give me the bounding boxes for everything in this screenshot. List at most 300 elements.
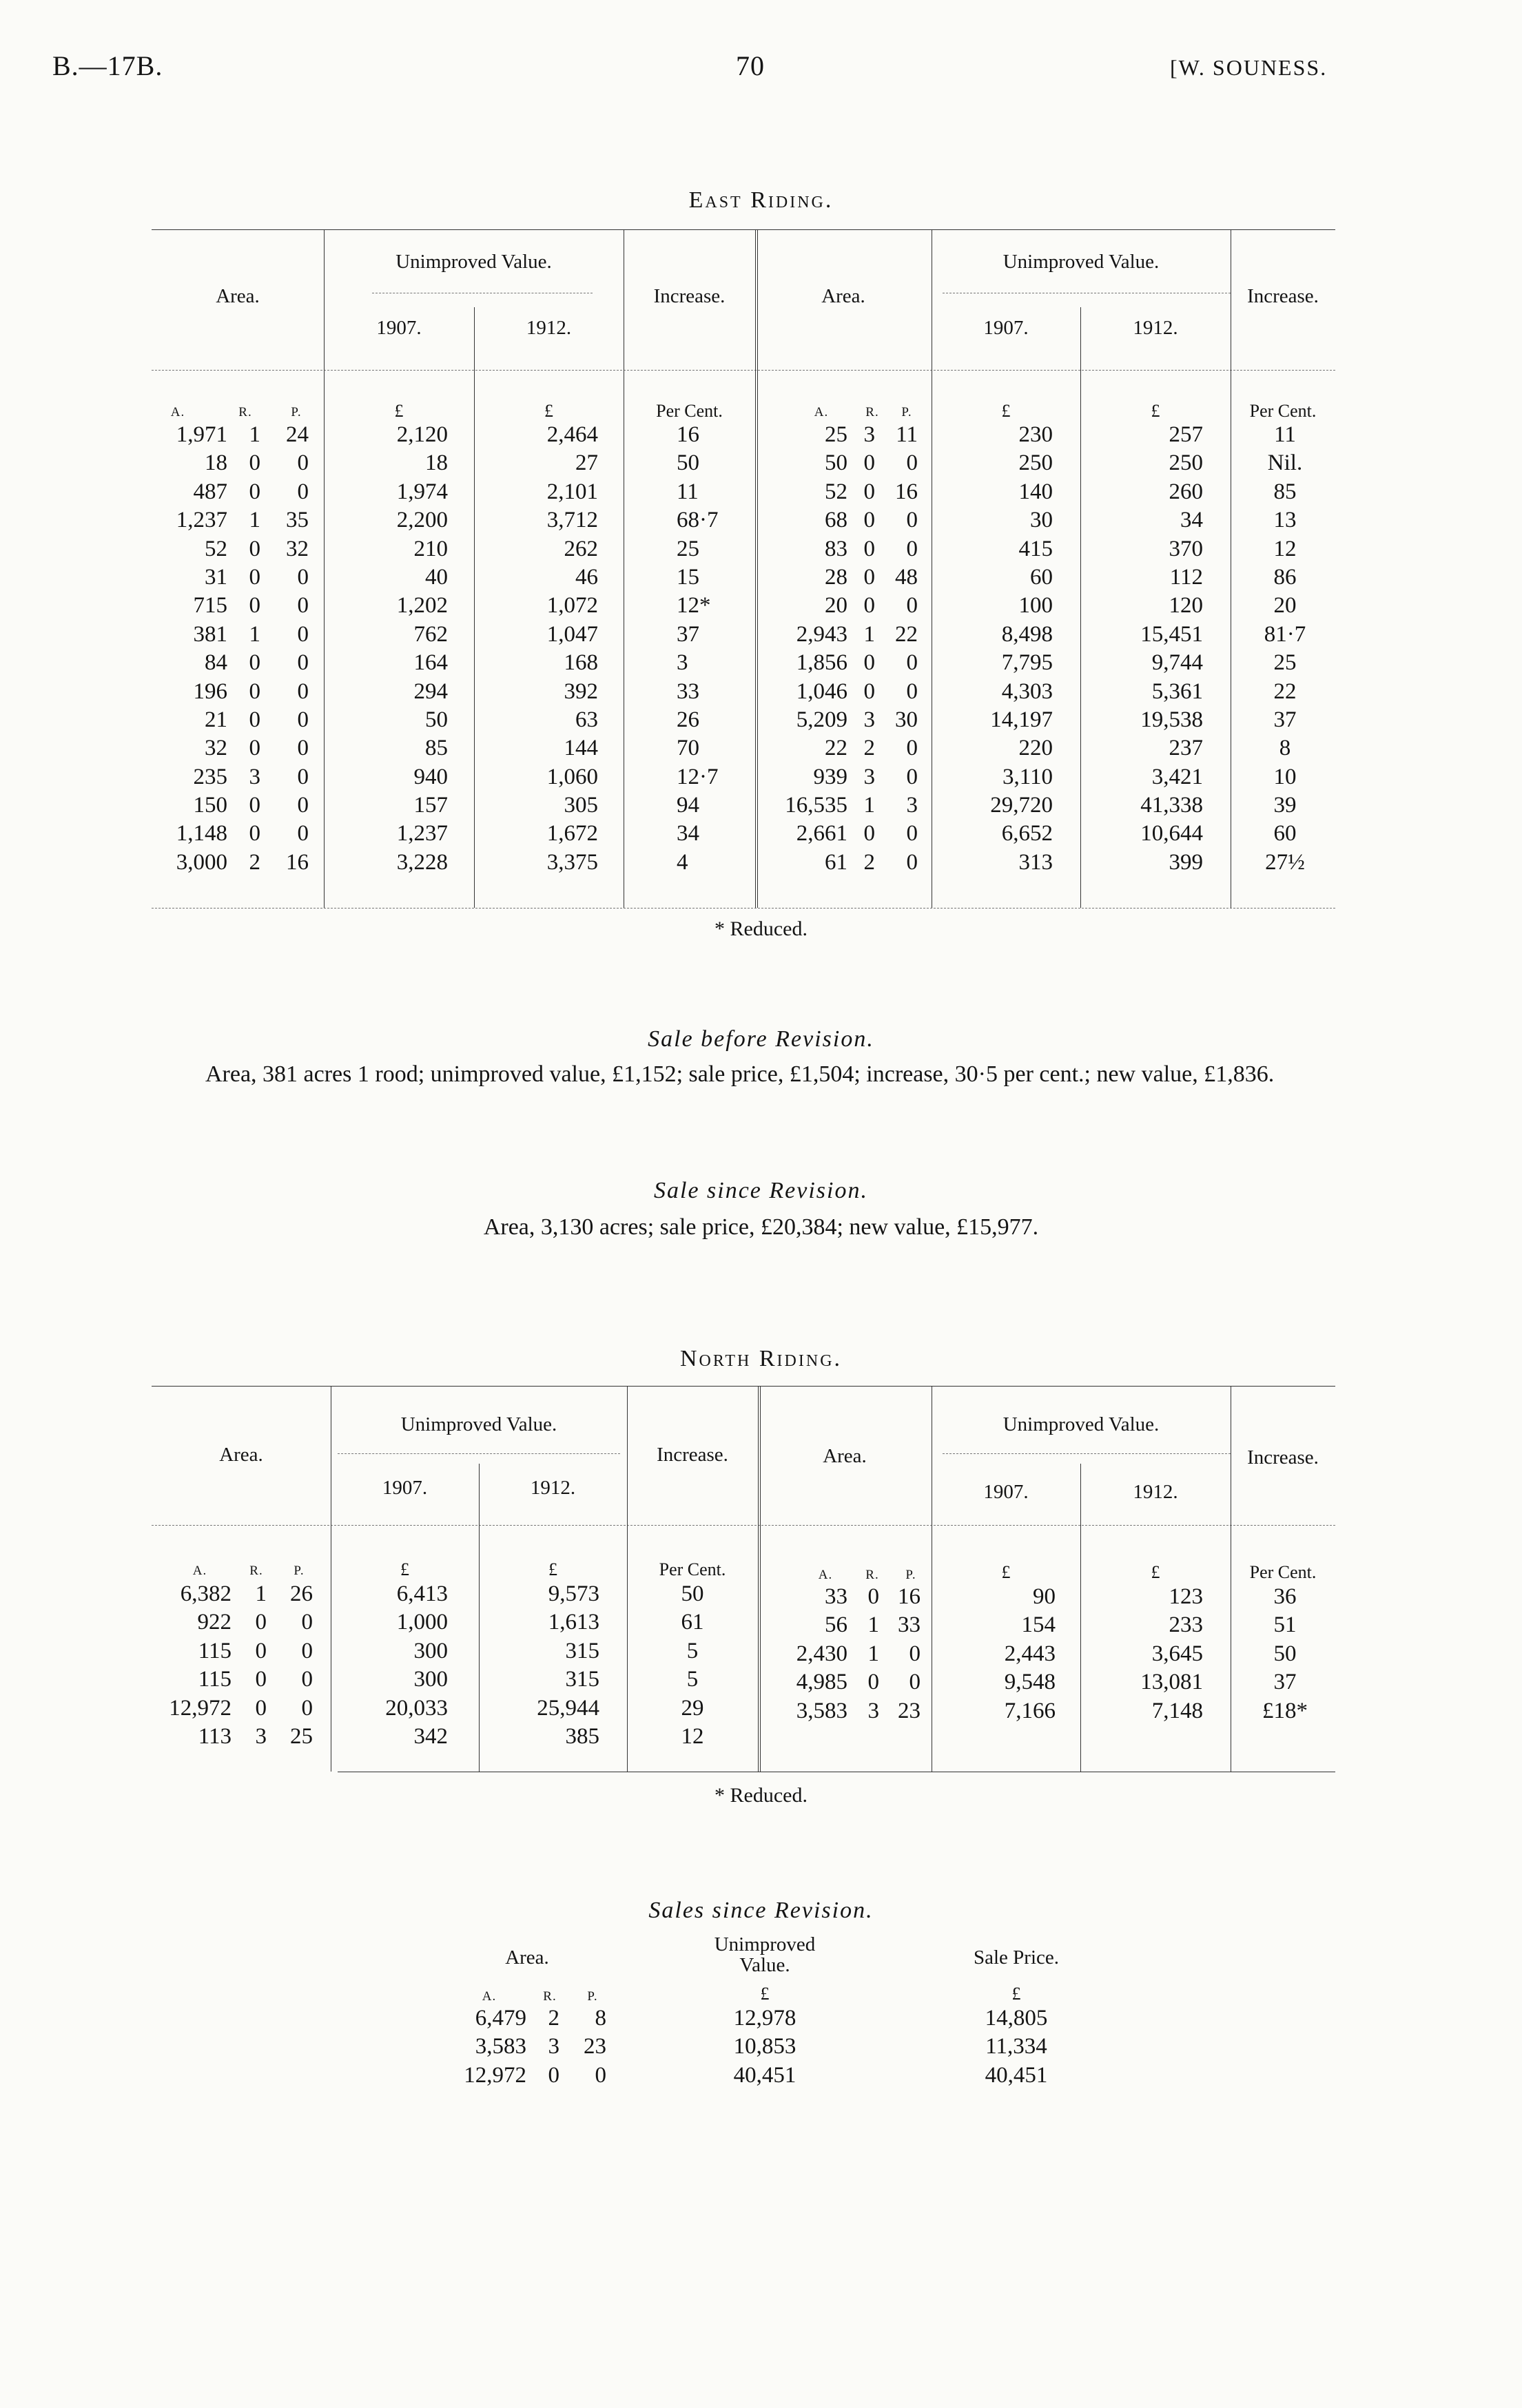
value-1912-cell: 1,672 [546,821,598,847]
value-1907-cell: 90 [1033,1584,1056,1609]
acres-cell: 18 [205,450,227,476]
perches-cell: 0 [906,650,918,676]
pound-unit: £ [1011,1984,1021,2004]
sales-acres-column [420,2004,526,2090]
increase-cell: 5 [686,1638,699,1663]
roods-cell: 3 [249,764,260,789]
value-1912-cell: 315 [565,1667,599,1692]
year-1907-header: 1907. [382,1477,428,1499]
pound-unit: £ [400,1559,409,1579]
perches-cell: 0 [297,678,309,704]
acres-cell: 2,661 [796,821,847,847]
increase-cell: 50 [1273,1641,1297,1666]
value-1912-cell: 385 [565,1723,599,1749]
roods-cell: 3 [863,707,875,732]
roods-cell: 0 [249,793,260,818]
perches-cell: 0 [906,508,918,533]
roods-cell: 1 [867,1612,879,1638]
north-left-1912-column [489,1580,599,1751]
acres-cell: 83 [825,536,847,561]
value-1907-cell: 220 [1018,736,1053,761]
unimproved-value-header: Unimproved Value. [395,251,552,273]
increase-cell: 11 [1274,422,1296,447]
value-1912-cell: 46 [575,564,598,590]
roods-cell: 0 [863,479,875,504]
east-footnote: * Reduced. [714,917,808,940]
increase-cell: 60 [1273,821,1297,847]
north-right-increase-column [1233,1583,1337,1725]
value-1907-cell: 940 [413,764,448,789]
value-1907-cell: 7,166 [1004,1698,1056,1723]
value-1912-cell: 41,338 [1140,793,1203,818]
unimproved-value-cell: 10,853 [733,2034,796,2059]
perches-cell: 22 [895,621,918,647]
acres-cell: 715 [193,593,227,619]
acres-cell: 939 [813,764,847,789]
east-right-perches-column [882,421,918,877]
perches-cell: 0 [297,821,309,847]
north-left-1907-column [344,1580,448,1751]
perches-cell: 0 [297,650,309,676]
unimproved-value-cell: 40,451 [733,2062,796,2088]
increase-cell: 12 [681,1723,704,1749]
year-1912-header: 1912. [1133,317,1178,339]
roods-cell: 0 [867,1584,879,1609]
author-name: [W. SOUNESS. [1170,55,1328,80]
acres-cell: 2,430 [796,1641,847,1666]
value-1907-cell: 20,033 [385,1695,448,1721]
increase-cell: 25 [677,536,699,561]
unimproved-value-header: Unimproved Value. [1002,251,1160,273]
value-1907-cell: 18 [425,450,448,476]
perches-cell: 0 [906,593,918,619]
east-riding-title: East Riding. [688,187,834,213]
unimproved-value-header: Unimproved Value. [400,1413,557,1435]
acres-cell: 150 [193,793,227,818]
increase-cell: 36 [1273,1584,1297,1609]
perches-cell: 0 [909,1641,921,1666]
roods-cell: 0 [249,821,260,847]
roods-cell: 1 [863,621,875,647]
year-1912-header: 1912. [530,1477,576,1499]
pound-unit: £ [544,401,553,421]
increase-cell: 25 [1273,650,1297,676]
area-header: Area. [219,1444,263,1466]
value-1907-cell: 30 [1030,508,1053,533]
perches-cell: 0 [301,1667,313,1692]
acres-cell: 32 [205,736,227,761]
increase-cell: 68·7 [677,508,719,533]
value-1907-cell: 4,303 [1001,678,1053,704]
perches-cell: 32 [286,536,309,561]
value-1912-cell: 13,081 [1140,1670,1203,1695]
value-1907-cell: 300 [413,1667,448,1692]
roods-cell: 0 [255,1610,267,1635]
increase-cell: 12·7 [677,764,719,789]
roods-cell: 1 [255,1581,267,1606]
sales-unimproved-value-column [696,2004,834,2090]
east-right-roods-column [847,421,875,877]
north-right-perches-column [885,1583,921,1725]
acres-cell: 1,856 [796,650,847,676]
roods-cell: 0 [249,650,260,676]
acres-cell: 21 [205,707,227,732]
east-right-increase-column [1233,421,1337,877]
value-1907-cell: 6,413 [396,1581,448,1606]
roods-cell: 2 [863,736,875,761]
sales-roods-column [529,2004,559,2090]
acres-cell: 50 [825,450,847,476]
unimproved-value-header: Unimproved Value. [1002,1413,1160,1435]
increase-cell: 29 [681,1695,704,1721]
value-1912-cell: 2,464 [546,422,598,447]
increase-cell: 39 [1273,793,1297,818]
value-1912-cell: 262 [564,536,598,561]
increase-cell: 85 [1273,479,1297,504]
value-1907-cell: 40 [425,564,448,590]
perches-cell: 16 [898,1584,921,1609]
increase-cell: 20 [1273,593,1297,619]
perches-unit: P. [587,1989,598,2004]
acres-cell: 5,209 [796,707,847,732]
perches-cell: 0 [909,1670,921,1695]
value-1912-cell: 9,744 [1151,650,1203,676]
value-1907-cell: 140 [1018,479,1053,504]
value-1912-cell: 9,573 [548,1581,599,1606]
north-left-acres-column [124,1580,232,1751]
value-1907-cell: 415 [1018,536,1053,561]
perches-cell: 0 [297,764,309,789]
increase-cell: £18* [1262,1698,1308,1723]
value-1912-cell: 237 [1169,736,1203,761]
roods-unit: R. [865,1568,879,1582]
increase-cell: 27½ [1265,849,1305,875]
increase-cell: 5 [686,1667,699,1692]
perches-cell: 11 [896,422,918,447]
acres-unit: A. [192,1564,207,1578]
perches-cell: 0 [297,707,309,732]
perches-cell: 23 [898,1698,921,1723]
acres-cell: 25 [825,422,847,447]
value-1912-cell: 7,148 [1151,1698,1203,1723]
roods-unit: R. [238,405,252,419]
perches-cell: 25 [290,1723,313,1749]
value-1907-cell: 2,120 [396,422,448,447]
increase-header: Increase. [1247,1446,1319,1468]
roods-unit: R. [543,1989,557,2004]
increase-header: Increase. [1247,285,1319,307]
sale-before-revision-text: Area, 381 acres 1 rood; unimproved value, £1,152; sale price, £1,504; increase, 30·5 per cent.; new value, £1,836. [205,1061,1275,1087]
east-left-roods-column [227,421,260,877]
perches-cell: 24 [286,422,309,447]
value-1912-cell: 370 [1169,536,1203,561]
sales-area-header: Area. [505,1947,549,1969]
value-1912-cell: 315 [565,1638,599,1663]
roods-cell: 0 [249,536,260,561]
perches-cell: 33 [898,1612,921,1638]
perches-cell: 0 [906,736,918,761]
increase-cell: 33 [677,678,699,704]
perches-unit: P. [291,405,302,419]
roods-cell: 0 [863,536,875,561]
value-1912-cell: 3,712 [546,508,598,533]
sale-before-revision-title: Sale before Revision. [648,1026,874,1052]
roods-cell: 3 [863,422,875,447]
sales-perches-column [566,2004,606,2090]
value-1912-cell: 168 [564,650,598,676]
value-1912-cell: 392 [564,678,598,704]
value-1912-cell: 1,613 [548,1610,599,1635]
acres-cell: 56 [825,1612,847,1638]
pound-unit: £ [1001,1562,1011,1582]
acres-cell: 381 [193,621,227,647]
increase-cell: 86 [1273,564,1297,590]
value-1907-cell: 7,795 [1001,650,1053,676]
value-1912-cell: 3,421 [1151,764,1203,789]
increase-cell: 12* [677,593,711,619]
north-right-1907-column [944,1583,1056,1725]
perches-cell: 3 [906,793,918,818]
pound-unit: £ [760,1984,770,2004]
roods-cell: 1 [249,508,260,533]
increase-cell: 94 [677,793,699,818]
value-1912-cell: 15,451 [1140,621,1203,647]
acres-cell: 22 [825,736,847,761]
roods-cell: 0 [249,450,260,476]
value-1912-cell: 250 [1169,450,1203,476]
sales-since-revision-title: Sales since Revision. [648,1898,874,1923]
acres-cell: 115 [198,1667,232,1692]
perches-cell: 16 [895,479,918,504]
roods-cell: 0 [863,564,875,590]
value-1907-cell: 1,237 [396,821,448,847]
value-1912-cell: 25,944 [537,1695,599,1721]
value-1907-cell: 157 [413,793,448,818]
east-right-acres-column [761,421,847,877]
roods-cell: 0 [867,1670,879,1695]
increase-cell: 81·7 [1264,621,1306,647]
value-1907-cell: 294 [413,678,448,704]
north-right-acres-column [765,1583,847,1725]
acres-cell: 84 [205,650,227,676]
acres-cell: 12,972 [464,2062,526,2088]
value-1912-cell: 1,072 [546,593,598,619]
east-left-1912-column [482,421,598,877]
acres-cell: 52 [205,536,227,561]
value-1907-cell: 1,000 [396,1610,448,1635]
perches-cell: 35 [286,508,309,533]
value-1912-cell: 399 [1169,849,1203,875]
value-1912-cell: 34 [1180,508,1203,533]
value-1912-cell: 1,047 [546,621,598,647]
acres-cell: 52 [825,479,847,504]
roods-cell: 3 [863,764,875,789]
acres-cell: 6,382 [180,1581,232,1606]
north-riding-title: North Riding. [679,1346,843,1371]
roods-cell: 0 [249,564,260,590]
value-1912-cell: 120 [1169,593,1203,619]
pound-unit: £ [1001,401,1011,421]
sale-price-cell: 14,805 [985,2006,1048,2031]
acres-cell: 115 [198,1638,232,1663]
roods-cell: 0 [249,678,260,704]
year-1907-header: 1907. [983,1481,1029,1503]
value-1912-cell: 5,361 [1151,678,1203,704]
roods-cell: 0 [255,1695,267,1721]
per-cent-unit: Per Cent. [1249,1562,1317,1582]
acres-cell: 113 [198,1723,232,1749]
perches-cell: 0 [297,736,309,761]
acres-cell: 16,535 [785,793,847,818]
acres-unit: A. [170,405,185,419]
value-1907-cell: 250 [1018,450,1053,476]
increase-cell: 12 [1273,536,1297,561]
sales-sale-price-header: Sale Price. [973,1947,1059,1969]
pound-unit: £ [394,401,404,421]
perches-cell: 0 [906,536,918,561]
area-header: Area. [823,1445,867,1467]
per-cent-unit: Per Cent. [656,401,723,421]
perches-unit: P. [905,1568,916,1582]
roods-cell: 0 [249,479,260,504]
value-1907-cell: 230 [1018,422,1053,447]
perches-cell: 0 [906,849,918,875]
perches-cell: 23 [584,2034,606,2059]
sales-sale-price-column [947,2004,1085,2090]
acres-cell: 6,479 [475,2006,526,2031]
roods-cell: 1 [863,793,875,818]
increase-cell: 13 [1273,508,1297,533]
roods-cell: 0 [863,650,875,676]
acres-cell: 3,583 [475,2034,526,2059]
acres-unit: A. [814,405,829,419]
value-1907-cell: 6,652 [1001,821,1053,847]
east-left-1907-column [338,421,448,877]
east-right-1907-column [944,421,1053,877]
perches-cell: 0 [301,1610,313,1635]
area-header: Area. [216,285,260,307]
roods-cell: 0 [863,450,875,476]
value-1907-cell: 3,110 [1002,764,1053,789]
north-left-increase-column [627,1580,758,1751]
acres-cell: 4,985 [796,1670,847,1695]
value-1907-cell: 2,443 [1004,1641,1056,1666]
east-left-increase-column [677,421,752,877]
acres-unit: A. [818,1568,833,1582]
roods-cell: 2 [863,849,875,875]
north-left-roods-column [238,1580,267,1751]
value-1907-cell: 8,498 [1001,621,1053,647]
north-left-perches-column [276,1580,313,1751]
east-right-1912-column [1089,421,1203,877]
value-1907-cell: 762 [413,621,448,647]
roods-cell: 0 [863,678,875,704]
roods-unit: R. [249,1564,263,1578]
roods-cell: 3 [867,1698,879,1723]
perches-cell: 0 [906,678,918,704]
roods-cell: 1 [249,621,260,647]
acres-cell: 1,046 [796,678,847,704]
value-1907-cell: 3,228 [396,849,448,875]
perches-cell: 48 [895,564,918,590]
increase-cell: 4 [677,849,688,875]
value-1912-cell: 10,644 [1140,821,1203,847]
sale-since-revision-text: Area, 3,130 acres; sale price, £20,384; new value, £15,977. [483,1214,1039,1240]
value-1907-cell: 9,548 [1004,1670,1056,1695]
acres-cell: 922 [197,1610,232,1635]
value-1907-cell: 300 [413,1638,448,1663]
increase-cell: 16 [677,422,699,447]
increase-cell: 10 [1273,764,1297,789]
perches-cell: 0 [301,1638,313,1663]
acres-cell: 2,943 [796,621,847,647]
sale-price-cell: 40,451 [985,2062,1048,2088]
value-1912-cell: 123 [1169,1584,1203,1609]
perches-unit: P. [901,405,912,419]
value-1907-cell: 100 [1018,593,1053,619]
acres-cell: 31 [205,564,227,590]
acres-cell: 28 [825,564,847,590]
sale-since-revision-title: Sale since Revision. [654,1178,868,1203]
value-1912-cell: 63 [575,707,598,732]
perches-cell: 30 [895,707,918,732]
value-1907-cell: 1,974 [396,479,448,504]
year-1907-header: 1907. [376,317,422,339]
roods-cell: 3 [548,2034,559,2059]
roods-cell: 2 [548,2006,559,2031]
value-1912-cell: 260 [1169,479,1203,504]
value-1912-cell: 19,538 [1140,707,1203,732]
acres-cell: 61 [825,849,847,875]
unimproved-value-cell: 12,978 [733,2006,796,2031]
roods-cell: 0 [863,508,875,533]
acres-cell: 1,971 [176,422,227,447]
perches-cell: 0 [297,621,309,647]
perches-cell: 0 [595,2062,606,2088]
acres-cell: 20 [825,593,847,619]
value-1912-cell: 3,375 [546,849,598,875]
perches-cell: 0 [906,764,918,789]
increase-cell: 26 [677,707,699,732]
value-1912-cell: 3,645 [1151,1641,1203,1666]
value-1907-cell: 342 [413,1723,448,1749]
perches-cell: 0 [906,450,918,476]
perches-cell: 0 [906,821,918,847]
perches-cell: 0 [297,479,309,504]
value-1907-cell: 154 [1021,1612,1056,1638]
roods-cell: 0 [249,736,260,761]
acres-cell: 1,148 [176,821,227,847]
perches-cell: 8 [595,2006,606,2031]
perches-cell: 0 [297,593,309,619]
east-left-perches-column [269,421,309,877]
value-1907-cell: 85 [425,736,448,761]
increase-cell: 34 [677,821,699,847]
year-1907-header: 1907. [983,317,1029,339]
roods-cell: 0 [255,1667,267,1692]
value-1907-cell: 14,197 [990,707,1053,732]
increase-cell: 37 [677,621,699,647]
perches-cell: 0 [297,450,309,476]
roods-cell: 0 [548,2062,559,2088]
roods-cell: 0 [863,593,875,619]
increase-header: Increase. [657,1444,728,1466]
north-right-roods-column [847,1583,879,1725]
north-footnote: * Reduced. [714,1784,808,1807]
increase-cell: Nil. [1267,450,1303,476]
roods-cell: 0 [249,707,260,732]
sales-unimproved-value-header: Unimproved Value. [714,1933,816,1976]
